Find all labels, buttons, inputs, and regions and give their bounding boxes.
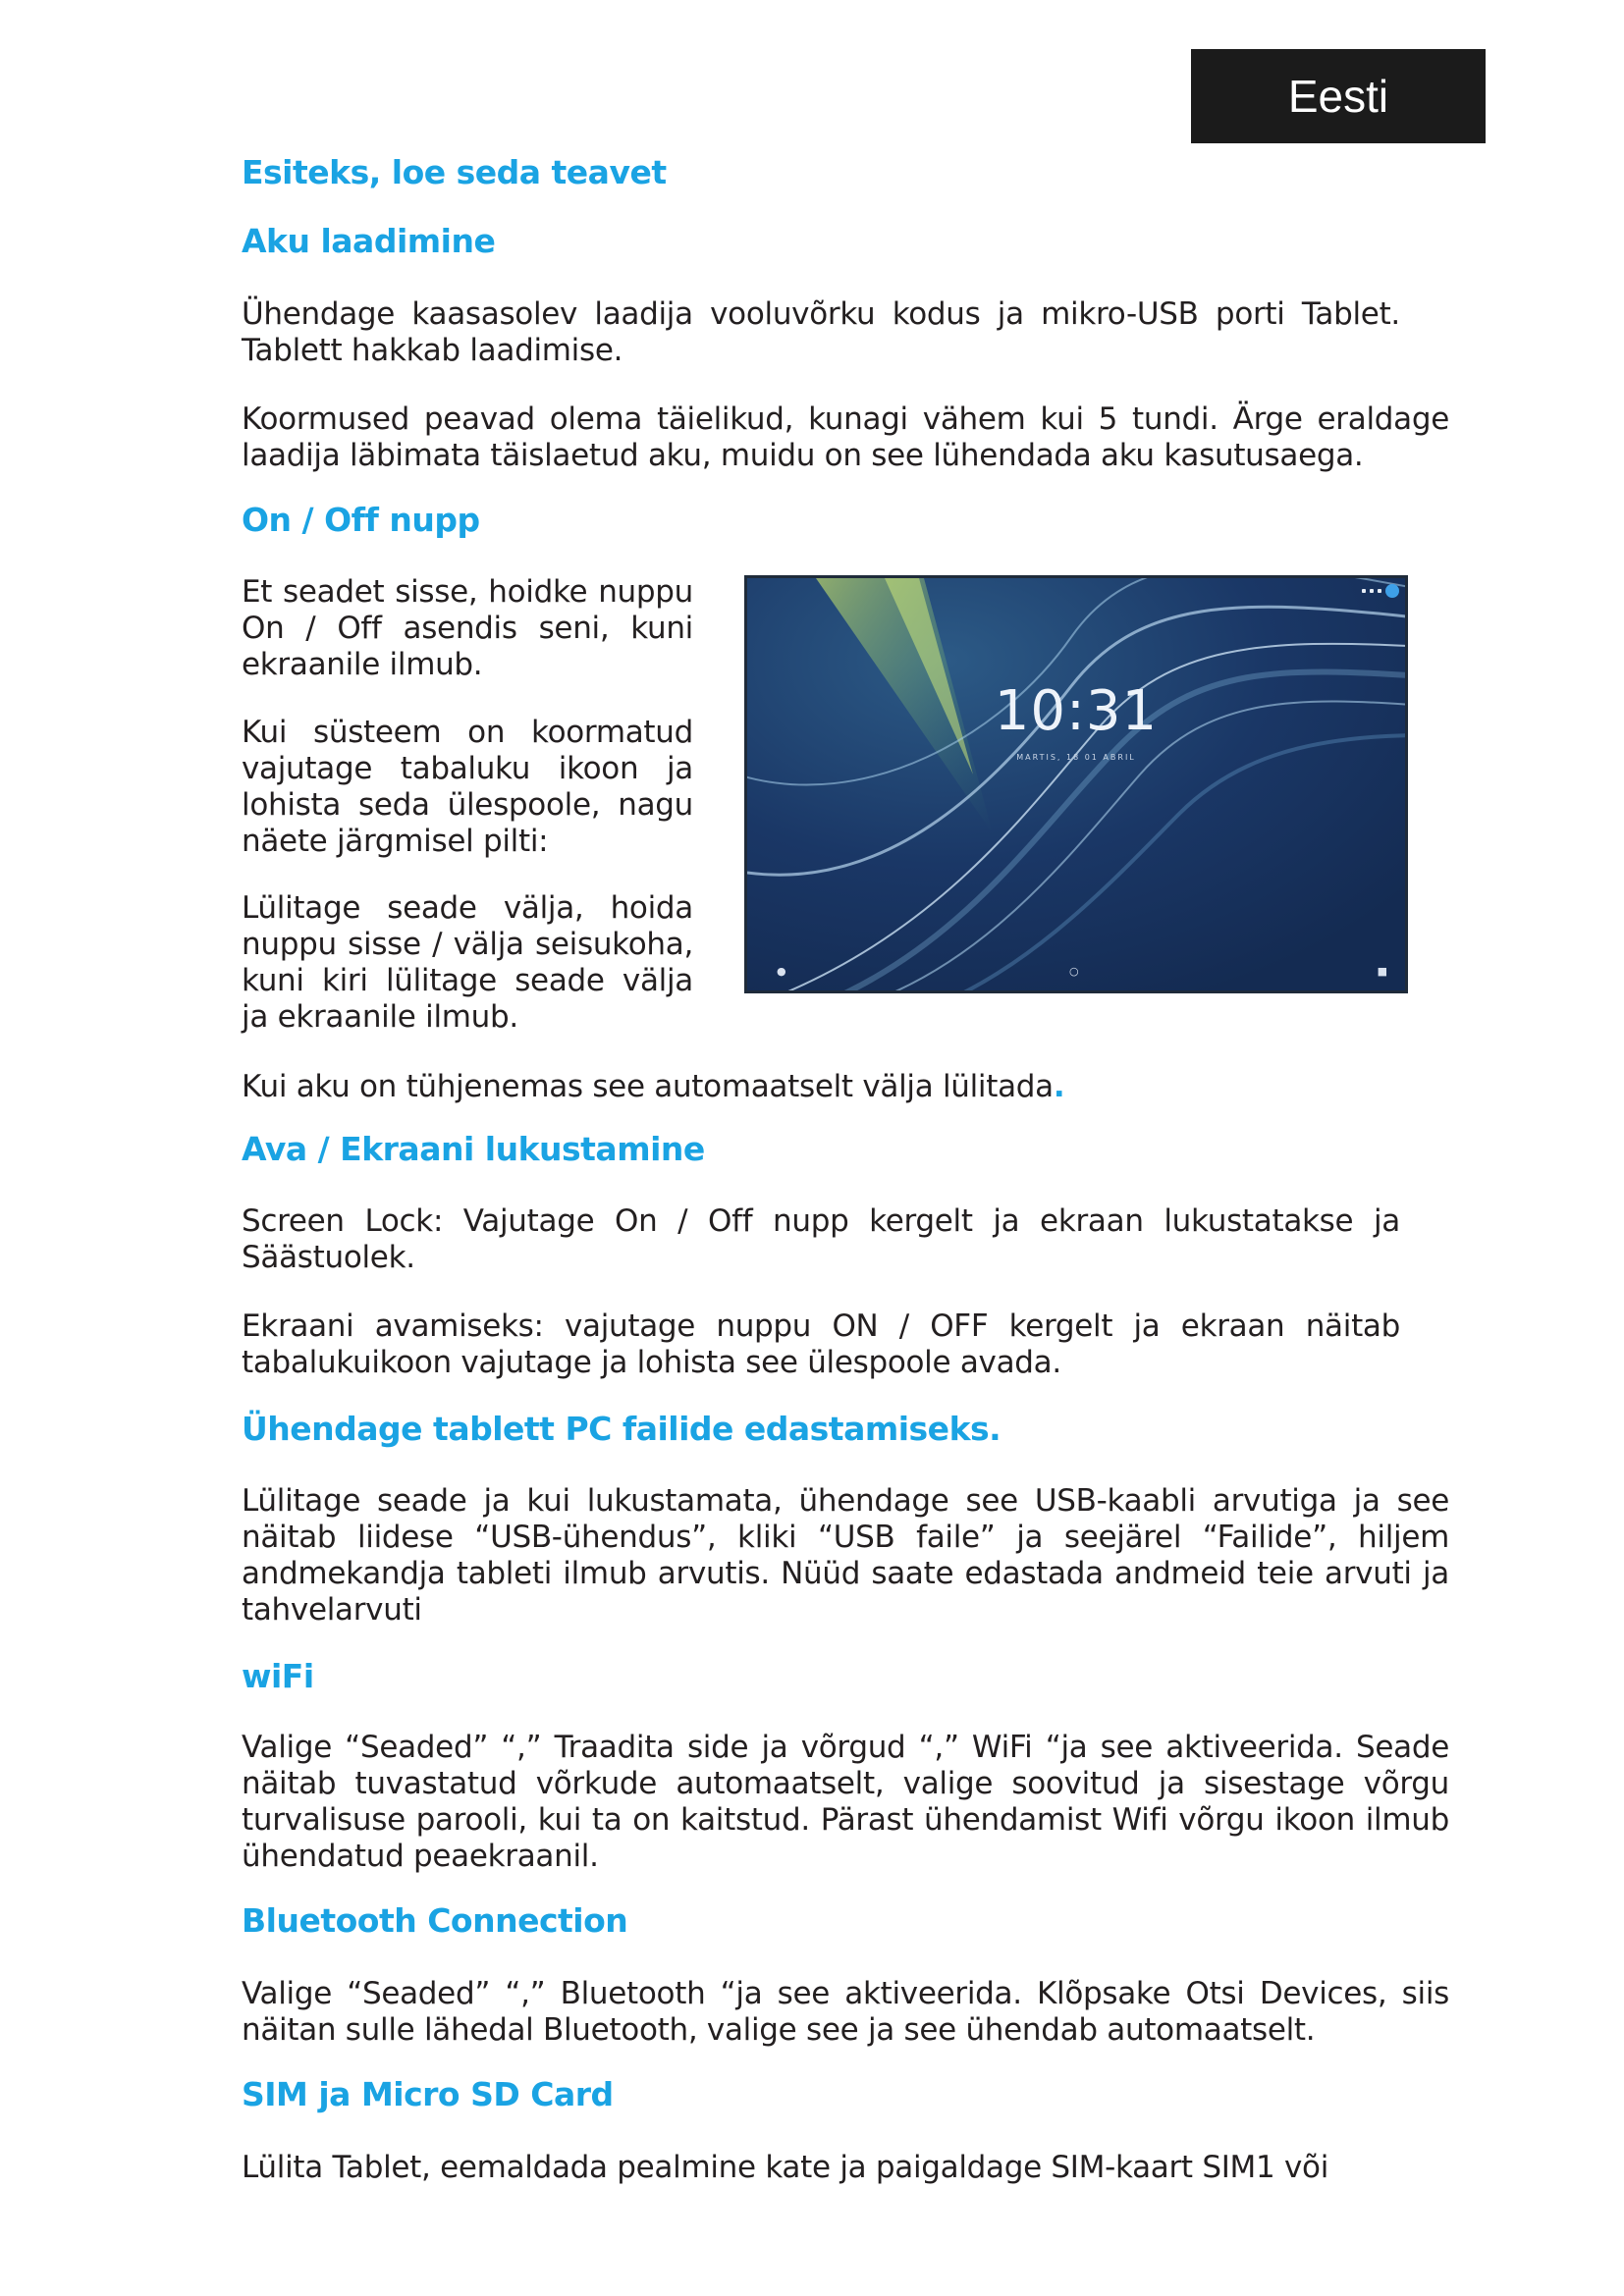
pc-paragraph-1: Lülitage seade ja kui lukustamata, ühendage see USB-kaabli arvutiga ja see näitab liidese “USB-ühendus”, kliki “USB faile” ja seejärel “Failide”, hiljem andmekandja tableti ilmub arvutis. Nüüd saate edastada andmeid teie arvuti ja tahvelarvuti [242, 1483, 1449, 1628]
heading-sim: SIM ja Micro SD Card [242, 2075, 614, 2113]
heading-lock: Ava / Ekraani lukustamine [242, 1130, 705, 1168]
heading-wifi: wiFi [242, 1657, 314, 1695]
power-paragraph-1: Et seadet sisse, hoidke nuppu On / Off asendis seni, kuni ekraanile ilmub. [242, 574, 693, 682]
camera-icon: ■ [1377, 965, 1387, 978]
signal-icon [1362, 589, 1366, 593]
charging-paragraph-1: Ühendage kaasasolev laadija vooluvõrku kodus ja mikro-USB porti Tablet. Tablett hakkab laadimise. [242, 296, 1400, 368]
lock-paragraph-2: Ekraani avamiseks: vajutage nuppu ON / OFF kergelt ja ekraan näitab tabalukuikoon vajutage ja lohista see ülespoole avada. [242, 1308, 1400, 1380]
bluetooth-paragraph-1: Valige “Seaded” “,” Bluetooth “ja see aktiveerida. Klõpsake Otsi Devices, siis näitan sulle lähedal Bluetooth, valige see ja see ühendab automaatselt. [242, 1976, 1449, 2048]
power-paragraph-4-dot: . [1053, 1069, 1065, 1104]
wifi-icon [1370, 589, 1374, 593]
heading-pc-transfer: Ühendage tablett PC failide edastamiseks. [242, 1410, 1001, 1448]
heading-bluetooth: Bluetooth Connection [242, 1901, 628, 1940]
lockscreen-date: MARTIS, 18 01 ABRIL [1016, 753, 1136, 762]
lock-icon: ○ [1069, 965, 1079, 978]
page-title: Esiteks, loe seda teavet [242, 153, 667, 191]
lock-paragraph-1: Screen Lock: Vajutage On / Off nupp kergelt ja ekraan lukustatakse ja Säästuolek. [242, 1203, 1400, 1275]
sim-paragraph-1: Lülita Tablet, eemaldada pealmine kate ja paigaldage SIM-kaart SIM1 või [242, 2150, 1329, 2185]
user-avatar-icon [1385, 584, 1399, 598]
nav-bar [747, 965, 1405, 979]
mic-icon: ● [777, 965, 786, 978]
status-bar [1362, 584, 1399, 598]
heading-charging: Aku laadimine [242, 222, 496, 260]
wifi-paragraph-1: Valige “Seaded” “,” Traadita side ja võrgud “,” WiFi “ja see aktiveerida. Seade näitab tuvastatud võrkude automaatselt, valige soovitud ja sisestage võrgu turvalisuse parooli, kui ta on kaitstud. Pärast ühendamist Wifi võrgu ikoon ilmub ühendatud peaekraanil. [242, 1730, 1449, 1874]
power-paragraph-4 [242, 1069, 1400, 1105]
power-paragraph-2: Kui süsteem on koormatud vajutage tabaluku ikoon ja lohista seda ülespoole, nagu näete järgmisel pilti: [242, 715, 693, 859]
battery-icon [1378, 589, 1381, 593]
language-tab: Eesti [1191, 49, 1486, 143]
lockscreen-clock: 10:31 [994, 679, 1159, 743]
tablet-lockscreen-image [744, 575, 1408, 993]
heading-power: On / Off nupp [242, 501, 480, 539]
power-paragraph-4-text: Kui aku on tühjenemas see automaatselt välja lülitada [242, 1069, 1054, 1104]
power-paragraph-3: Lülitage seade välja, hoida nuppu sisse / välja seisukoha, kuni kiri lülitage seade välja ja ekraanile ilmub. [242, 890, 693, 1035]
charging-paragraph-2: Koormused peavad olema täielikud, kunagi vähem kui 5 tundi. Ärge eraldage laadija läbimata täislaetud aku, muidu on see lühendada aku kasutusaega. [242, 401, 1449, 473]
wallpaper-graphic [747, 578, 1405, 990]
